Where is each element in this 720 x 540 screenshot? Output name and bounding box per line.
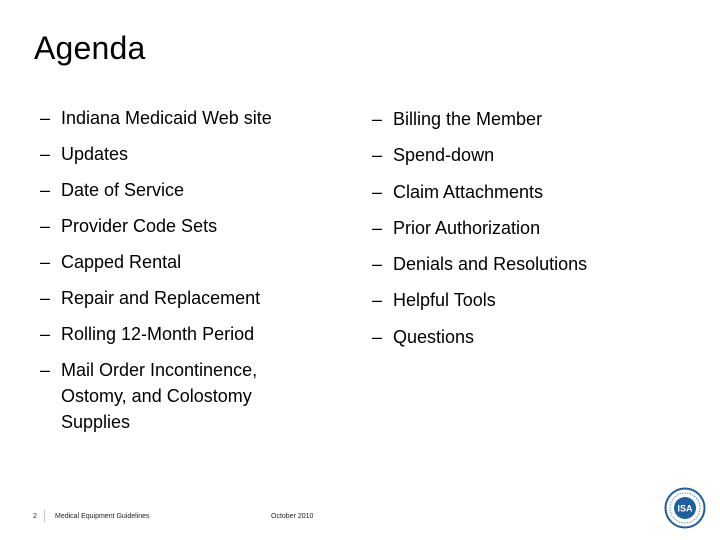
- agenda-item: [372, 144, 672, 166]
- agenda-item: [40, 179, 330, 201]
- dash-bullet: –: [40, 180, 51, 200]
- agenda-item: [40, 357, 311, 435]
- dash-bullet: –: [40, 216, 51, 236]
- dash-bullet: –: [40, 252, 51, 272]
- agenda-item-label: Billing the Member: [393, 109, 543, 129]
- agenda-item-label: Repair and Replacement: [61, 288, 261, 308]
- dash-bullet: –: [40, 324, 51, 344]
- agenda-item-label: Questions: [393, 326, 475, 347]
- footer-title: Medical Equipment Guidelines: [55, 513, 150, 520]
- agenda-item-label: Indiana Medicaid Web site: [61, 108, 272, 128]
- agenda-item-label: Prior Authorization: [393, 217, 541, 238]
- agenda-item: [40, 107, 330, 129]
- seal-text: ISA: [677, 503, 693, 514]
- slide-title: Agenda: [34, 30, 146, 66]
- agenda-item-label: Date of Service: [61, 180, 185, 200]
- footer-page-number: 2: [33, 513, 37, 520]
- dash-bullet: –: [372, 181, 383, 202]
- dash-bullet: –: [372, 217, 383, 238]
- dash-bullet: –: [372, 290, 383, 311]
- agenda-item-label: Rolling 12-Month Period: [61, 324, 255, 344]
- dash-bullet: –: [40, 360, 51, 380]
- agenda-item-label: Claim Attachments: [393, 181, 544, 202]
- seal-graphic: [664, 487, 706, 529]
- agenda-item: [40, 251, 330, 273]
- agenda-item-label: Helpful Tools: [393, 290, 496, 311]
- dash-bullet: –: [40, 288, 51, 308]
- agenda-item: [372, 108, 672, 130]
- agenda-item: [40, 143, 330, 165]
- footer-date: October 2010: [271, 513, 314, 520]
- dash-bullet: –: [372, 109, 383, 129]
- agenda-item: [372, 217, 672, 239]
- footer-divider: [44, 510, 45, 522]
- dash-bullet: –: [40, 144, 51, 164]
- agenda-item-label: Updates: [61, 144, 129, 164]
- agenda-item: [40, 323, 330, 345]
- agenda-item-label: Mail Order Incontinence, Ostomy, and Colostomy Supplies: [61, 360, 258, 432]
- agenda-item: [372, 253, 672, 275]
- agenda-item: [372, 326, 672, 348]
- agenda-right-column: [372, 108, 672, 362]
- dash-bullet: –: [372, 326, 383, 347]
- agenda-item: [40, 287, 330, 309]
- dash-bullet: –: [372, 145, 383, 166]
- agenda-item: [372, 289, 672, 311]
- dash-bullet: –: [372, 254, 383, 275]
- agenda-left-column: [40, 107, 330, 449]
- agenda-item-label: Capped Rental: [61, 252, 182, 272]
- agenda-item-label: Denials and Resolutions: [393, 254, 588, 275]
- agenda-item-label: Provider Code Sets: [61, 216, 218, 236]
- agenda-item: [40, 215, 330, 237]
- agenda-item-label: Spend-down: [393, 145, 495, 166]
- agenda-item: [372, 181, 672, 203]
- organization-seal-icon: [664, 487, 706, 529]
- dash-bullet: –: [40, 108, 51, 128]
